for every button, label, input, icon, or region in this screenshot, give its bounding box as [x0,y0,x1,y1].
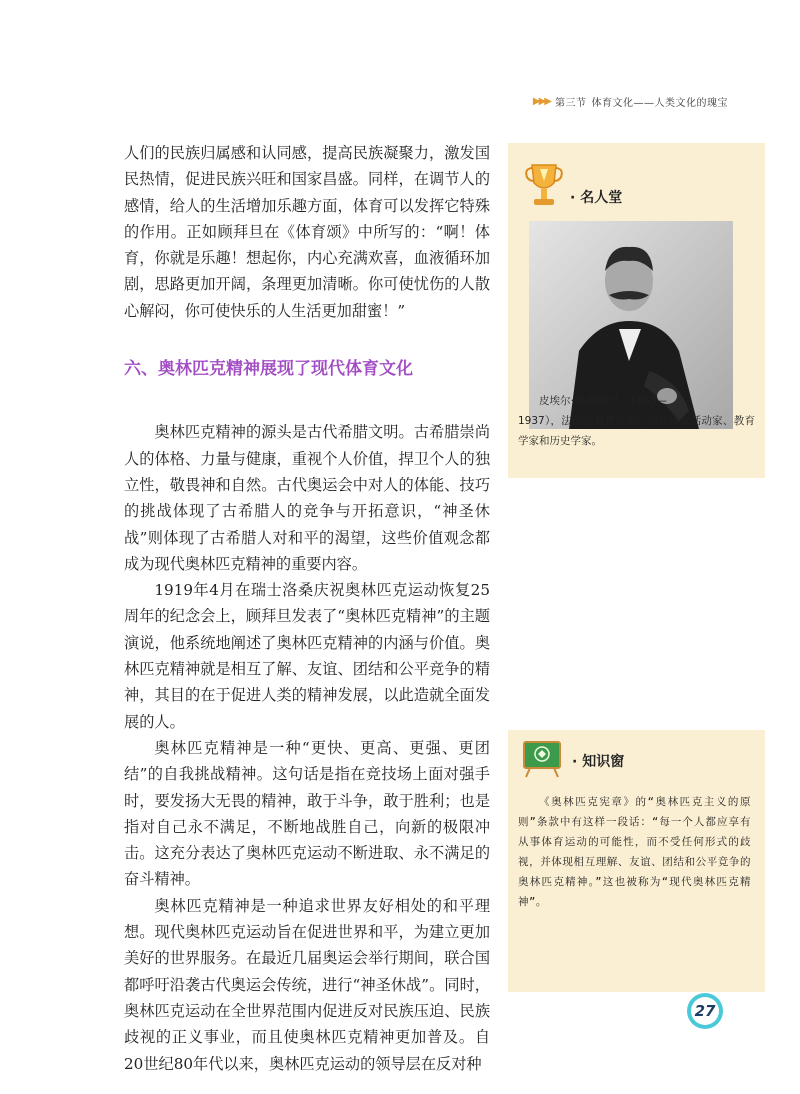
section-title: 六、奥林匹克精神展现了现代体育文化 [124,359,413,380]
chalkboard-icon [522,738,568,778]
paragraph: 1919年4月在瑞士洛桑庆祝奥林匹克运动恢复25周年的纪念会上，顾拜旦发表了“奥林匹克精神”的主题演说，他系统地阐述了奥林匹克精神的内涵与价值。奥林匹克精神就是相互了解、友谊、团结和公平竞争的精神，其目的在于促进人类的精神发展，以此造就全面发展的人。 [124,581,490,731]
header-section: 第三节 [555,98,587,109]
trophy-icon [522,159,566,213]
page-number-badge [687,993,723,1029]
page-number: 27 [691,997,719,1025]
portrait-caption [518,391,755,451]
paragraph-top: 人们的民族归属感和认同感，提高民族凝聚力，激发国民热情，促进民族兴旺和国家昌盛。同样，在调节人的感情，给人的生活增加乐趣方面，体育可以发挥它特殊的作用。正如顾拜旦在《体育颂》中所写的：“啊！体育，你就是乐趣！想起你，内心充满欢喜，血液循环加剧，思路更加开阔，条理更加清晰。你可使忧伤的人散心解闷，你可使快乐的人生活更加甜蜜！” [124,144,490,320]
running-header [533,94,728,109]
famous-box-header [522,159,622,213]
famous-box-title: · 名人堂 [570,190,623,206]
paragraph: 奥林匹克精神是一种追求世界友好相处的和平理想。现代奥林匹克运动旨在促进世界和平，为建立更加美好的世界服务。在最近几届奥运会举行期间，联合国都呼吁沿袭古代奥运会传统，进行“神圣休战”。同时，奥林匹克运动在全世界范围内促进反对民族压迫、民族歧视的正义事业，而且使奥林匹克精神更加普及。自20世纪80年代以来，奥林匹克运动的领导层在反对种 [124,896,490,1073]
knowledge-window-box [508,730,765,992]
knowledge-box-header [522,738,624,778]
caption-rest: 1937），法国著名教育家、国际体育活动家、教育学家和历史学家。 [518,415,755,447]
header-title: 体育文化——人类文化的瑰宝 [591,98,728,109]
famous-people-box [508,143,765,478]
paragraph: 奥林匹克精神的源头是古代希腊文明。古希腊崇尚人的体格、力量与健康，重视个人价值，捍卫个人的独立性，敬畏神和自然。古代奥运会中对人的体能、技巧的挑战体现了古希腊人的竞争与开拓意识，“神圣休战”则体现了古希腊人对和平的渴望，这些价值观念都成为现代奥林匹克精神的重要内容。 [124,423,490,573]
paragraph: 奥林匹克精神是一种“更快、更高、更强、更团结”的自我挑战精神。这句话是指在竞技场上面对强手时，要发扬大无畏的精神，敢于斗争，敢于胜利；也是指对自己永不满足，不断地战胜自己，向新的极限冲击。这充分表达了奥林匹克运动不断进取、永不满足的奋斗精神。 [124,738,490,889]
knowledge-text [518,792,751,912]
knowledge-paragraph: 《奥林匹克宪章》的“奥林匹克主义的原则”条款中有这样一段话：“每一个人都应享有从事体育运动的可能性，而不受任何形式的歧视，并体现相互理解、友谊、团结和公平竞争的奥林匹克精神。”这也被称为“现代奥林匹克精神”。 [518,796,751,908]
main-text-column [124,140,490,1077]
knowledge-box-title: · 知识窗 [572,754,625,770]
caption-line-1: 皮埃尔·德·顾拜旦（1863— [539,395,667,407]
triangle-arrows-icon: ▶▶▶ [532,96,550,107]
